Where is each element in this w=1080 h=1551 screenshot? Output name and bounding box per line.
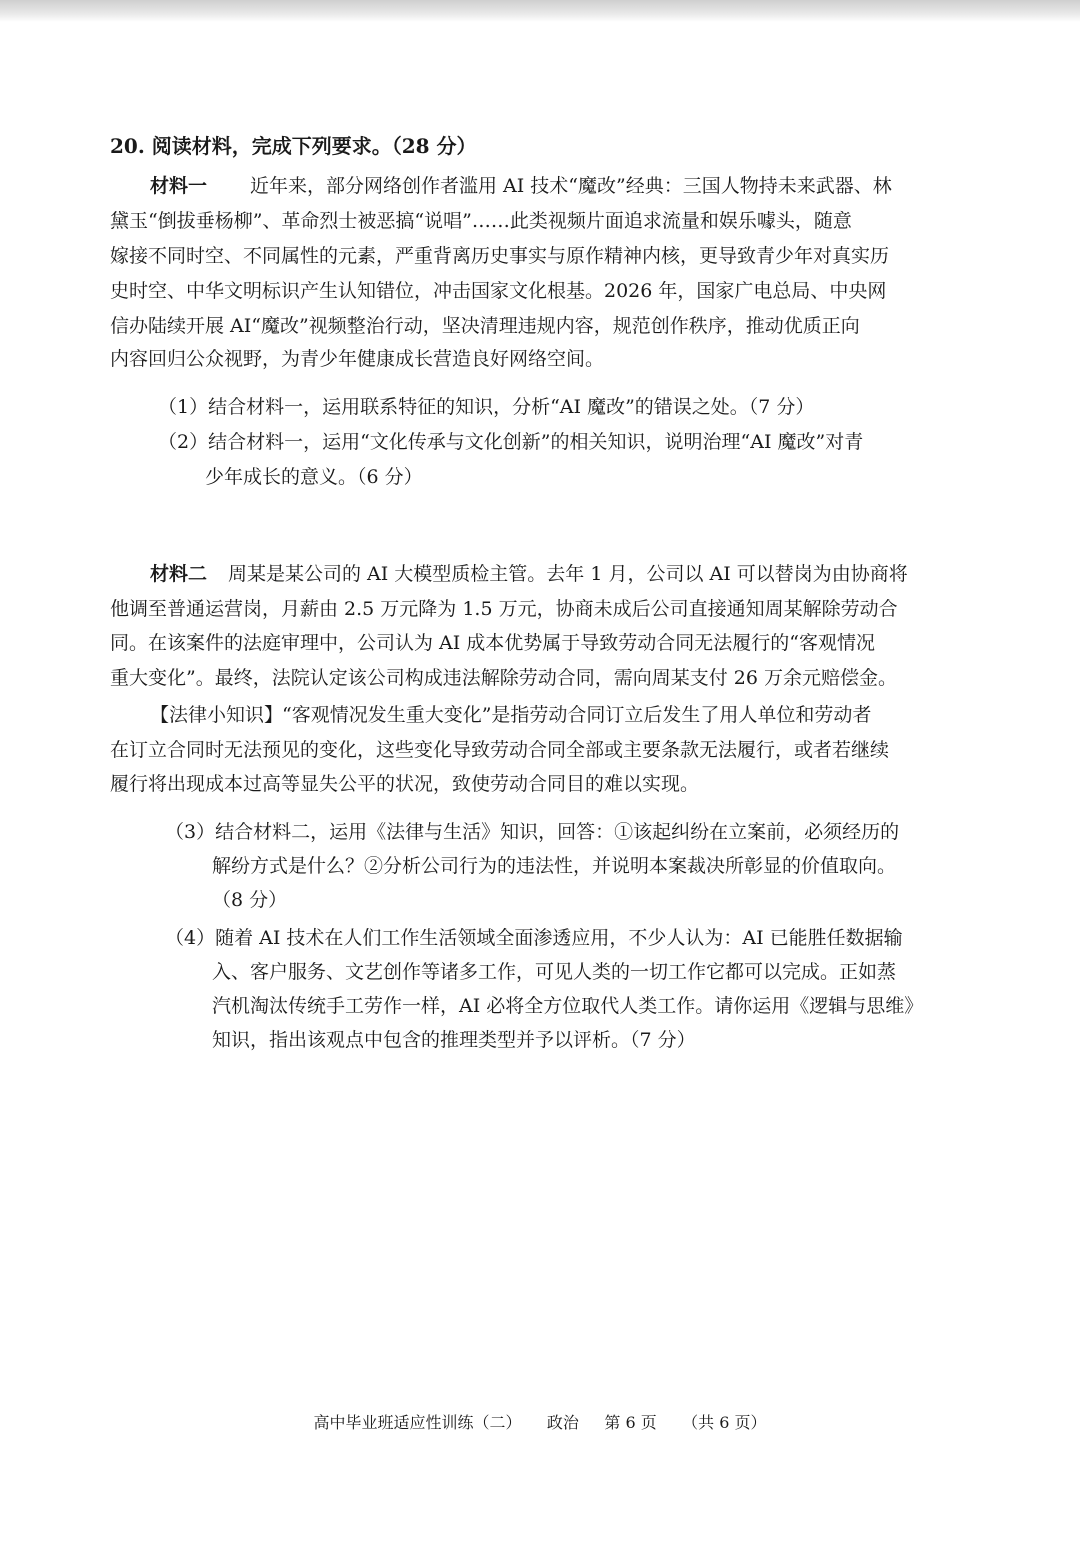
question-2: （2）结合材料一，运用“文化传承与文化创新”的相关知识，说明治理“AI 魔改”对青 bbox=[158, 431, 864, 453]
law-tip-line: “客观情况发生重大变化”是指劳动合同订立后发生了用人单位和劳动者 bbox=[282, 704, 872, 726]
question-1: （1）结合材料一，运用联系特征的知识，分析“AI 魔改”的错误之处。（7 分） bbox=[158, 396, 815, 418]
law-tip-label: 【法律小知识】 bbox=[150, 704, 284, 726]
law-tip-line: 在订立合同时无法预见的变化，这些变化导致劳动合同全部或主要条款无法履行，或者若继续 bbox=[110, 739, 890, 761]
material1-line: 信办陆续开展 AI“魔改”视频整治行动，坚决清理违规内容，规范创作秩序，推动优质正向 bbox=[110, 315, 860, 337]
question-4-cont: 入、客户服务、文艺创作等诸多工作，可见人类的一切工作它都可以完成。正如蒸 bbox=[212, 961, 897, 983]
material1-line: 嫁接不同时空、不同属性的元素，严重背离历史事实与原作精神内核，更导致青少年对真实历 bbox=[110, 245, 890, 267]
question-3-cont: 解纷方式是什么？②分析公司行为的违法性，并说明本案裁决所彰显的价值取向。 bbox=[212, 855, 897, 877]
material2-line: 周某是某公司的 AI 大模型质检主管。去年 1 月，公司以 AI 可以替岗为由协商将 bbox=[228, 563, 908, 585]
material2-line: 重大变化”。最终，法院认定该公司构成违法解除劳动合同，需向周某支付 26 万余元赔偿金。 bbox=[110, 667, 897, 689]
question-4: （4）随着 AI 技术在人们工作生活领域全面渗透应用，不少人认为：AI 已能胜任数据输 bbox=[165, 927, 903, 949]
material1-line: 黛玉“倒拔垂杨柳”、革命烈士被恶搞“说唱”……此类视频片面追求流量和娱乐噱头，随意 bbox=[110, 210, 852, 232]
scan-top-band bbox=[0, 0, 1080, 22]
question-4-cont: 汽机淘汰传统手工劳作一样，AI 必将全方位取代人类工作。请你运用《逻辑与思维》 bbox=[212, 995, 924, 1017]
question-title: 20. 阅读材料，完成下列要求。（28 分） bbox=[110, 134, 477, 158]
material2-label: 材料二 bbox=[150, 563, 208, 585]
material2-line: 同。在该案件的法庭审理中，公司认为 AI 成本优势属于导致劳动合同无法履行的“客观情况 bbox=[110, 632, 876, 654]
material1-line: 近年来，部分网络创作者滥用 AI 技术“魔改”经典：三国人物持未来武器、林 bbox=[250, 175, 892, 197]
material1-line: 史时空、中华文明标识产生认知错位，冲击国家文化根基。2026 年，国家广电总局、中央网 bbox=[110, 280, 887, 302]
law-tip-line: 履行将出现成本过高等显失公平的状况，致使劳动合同目的难以实现。 bbox=[110, 773, 700, 795]
question-2-cont: 少年成长的意义。（6 分） bbox=[205, 466, 423, 488]
question-3-score: （8 分） bbox=[212, 889, 288, 911]
page-footer: 高中毕业班适应性训练（二） 政治 第 6 页 （共 6 页） bbox=[313, 1413, 767, 1432]
material2-line: 他调至普通运营岗，月薪由 2.5 万元降为 1.5 万元，协商未成后公司直接通知周某解除劳动合 bbox=[110, 598, 898, 620]
question-3: （3）结合材料二，运用《法律与生活》知识，回答：①该起纠纷在立案前，必须经历的 bbox=[165, 821, 900, 843]
material1-line: 内容回归公众视野，为青少年健康成长营造良好网络空间。 bbox=[110, 348, 605, 370]
material1-label: 材料一 bbox=[150, 175, 208, 197]
question-4-cont: 知识，指出该观点中包含的推理类型并予以评析。（7 分） bbox=[212, 1029, 696, 1051]
